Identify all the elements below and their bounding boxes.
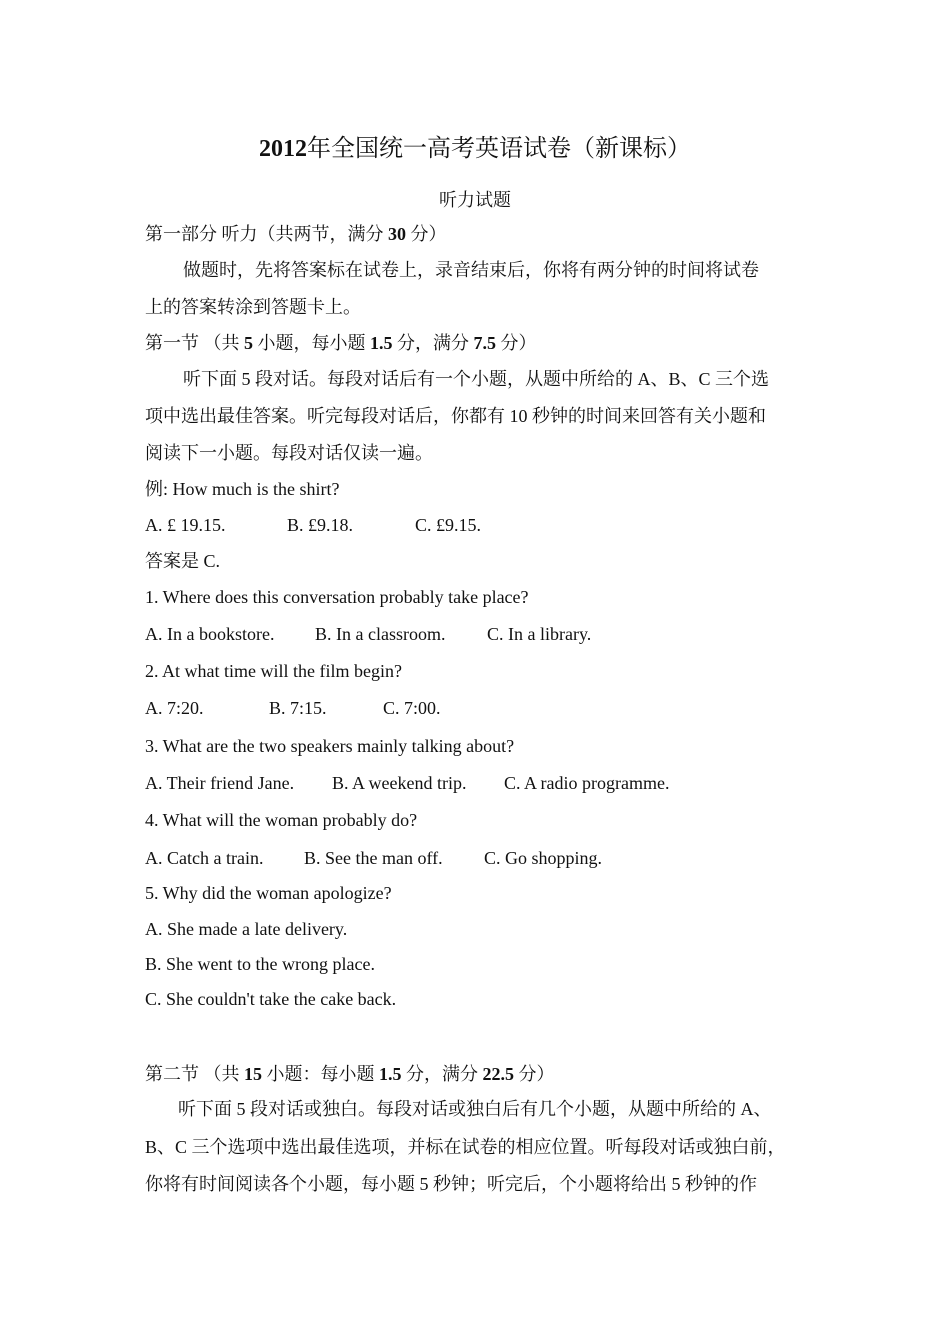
section2-intro-line: B、C 三个选项中选出最佳选项，并标在试卷的相应位置。听每段对话或独白前， <box>145 1137 786 1157</box>
option-a: A. Catch a train. <box>145 848 264 868</box>
option-c: C. 7:00. <box>383 698 441 718</box>
question-1-options <box>145 622 591 646</box>
question-5-option-b: B. She went to the wrong place. <box>145 954 375 974</box>
question-1: 1. Where does this conversation probably take place? <box>145 587 529 607</box>
example-options <box>145 513 481 537</box>
option-b: B. A weekend trip. <box>332 773 467 793</box>
question-2-options <box>145 696 441 720</box>
question-4: 4. What will the woman probably do? <box>145 810 418 830</box>
instructions-line: 上的答案转涂到答题卡上。 <box>145 297 361 317</box>
option-b: B. See the man off. <box>304 848 443 868</box>
section2-intro-line: 你将有时间阅读各个小题，每小题 5 秒钟；听完后，个小题将给出 5 秒钟的作 <box>145 1174 757 1194</box>
example-question: 例: How much is the shirt? <box>145 479 340 499</box>
option-c: C. In a library. <box>487 624 592 644</box>
section2-intro-line: 听下面 5 段对话或独白。每段对话或独白后有几个小题，从题中所给的 A、 <box>178 1099 772 1119</box>
section1-intro-line: 项中选出最佳答案。听完每段对话后，你都有 10 秒钟的时间来回答有关小题和 <box>145 406 766 426</box>
option-b: B. In a classroom. <box>315 624 446 644</box>
part1-heading: 第一部分 听力（共两节，满分 30 分） <box>145 224 447 244</box>
option-c: C. A radio programme. <box>504 773 670 793</box>
section1-intro-line: 听下面 5 段对话。每段对话后有一个小题，从题中所给的 A、B、C 三个选 <box>183 369 770 389</box>
option-a: A. £ 19.15. <box>145 515 226 535</box>
option-c: C. £9.15. <box>415 515 482 535</box>
question-2: 2. At what time will the film begin? <box>145 661 402 681</box>
subtitle: 听力试题 <box>439 190 511 210</box>
option-a: A. 7:20. <box>145 698 204 718</box>
option-a: A. In a bookstore. <box>145 624 275 644</box>
option-b: B. £9.18. <box>287 515 354 535</box>
option-b: B. 7:15. <box>269 698 327 718</box>
question-5: 5. Why did the woman apologize? <box>145 883 392 903</box>
section1-intro-line: 阅读下一小题。每段对话仅读一遍。 <box>145 443 433 463</box>
option-a: A. Their friend Jane. <box>145 773 295 793</box>
instructions-line: 做题时，先将答案标在试卷上，录音结束后，你将有两分钟的时间将试卷 <box>183 260 759 280</box>
question-4-options <box>145 846 602 870</box>
question-5-option-a: A. She made a late delivery. <box>145 919 348 939</box>
question-3: 3. What are the two speakers mainly talking about? <box>145 736 515 756</box>
page-title: 2012年全国统一高考英语试卷（新课标） <box>259 136 691 162</box>
example-answer: 答案是 C. <box>145 551 221 571</box>
question-3-options <box>145 771 669 795</box>
question-5-option-c: C. She couldn't take the cake back. <box>145 989 397 1009</box>
option-c: C. Go shopping. <box>484 848 603 868</box>
section1-heading: 第一节 （共 5 小题，每小题 1.5 分，满分 7.5 分） <box>145 333 537 353</box>
section2-heading: 第二节 （共 15 小题：每小题 1.5 分，满分 22.5 分） <box>145 1064 555 1084</box>
